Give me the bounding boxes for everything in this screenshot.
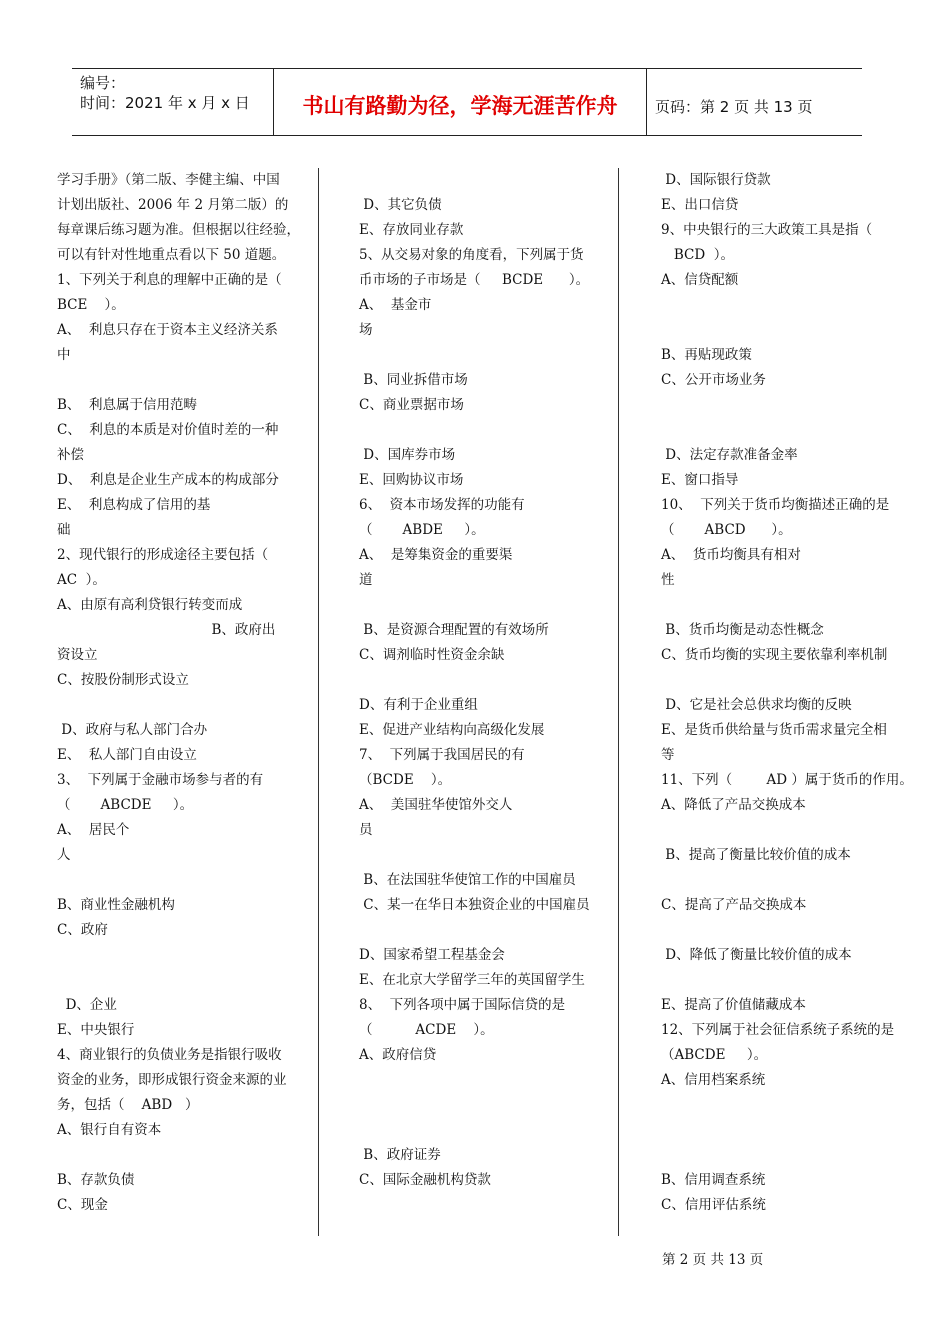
text-line: E、出口信贷 <box>661 197 739 213</box>
text-line: C、公开市场业务 <box>661 372 766 388</box>
text-line: A、政府信贷 <box>359 1047 437 1063</box>
text-line: （ABCDE ）。 <box>661 1047 768 1063</box>
text-line: 学习手册》（第二版、李健主编、中国 <box>57 172 280 188</box>
text-line: 2、现代银行的形成途径主要包括（ <box>57 547 269 563</box>
text-line: 道 <box>359 572 373 588</box>
text-line: E、 利息构成了信用的基 <box>57 497 211 513</box>
text-line: A、降低了产品交换成本 <box>661 797 806 813</box>
text-line: 资设立 <box>57 647 98 663</box>
text-line: 12、下列属于社会征信系统子系统的是 <box>661 1022 895 1038</box>
text-line: 5、从交易对象的角度看，下列属于货 <box>359 247 584 263</box>
text-line: 4、商业银行的负债业务是指银行吸收 <box>57 1047 282 1063</box>
text-line: BCE ）。 <box>57 297 125 313</box>
text-line: B、信用调查系统 <box>661 1172 766 1188</box>
text-line: 务，包括（ ABD ） <box>57 1097 199 1113</box>
text-line: D、政府与私人部门合办 <box>57 722 208 738</box>
text-line: 币市场的子市场是（ BCDE ）。 <box>359 272 590 288</box>
text-line: C、调剂临时性资金余缺 <box>359 647 505 663</box>
text-line: 场 <box>359 322 373 338</box>
text-line: AC ）。 <box>57 572 106 588</box>
text-line: 中 <box>57 347 71 363</box>
text-line: C、信用评估系统 <box>661 1197 766 1213</box>
text-line: 8、 下列各项中属于国际信贷的是 <box>359 997 566 1013</box>
header-bottom-rule <box>72 135 862 136</box>
text-line: D、有利于企业重组 <box>359 697 478 713</box>
text-line: A、 利息只存在于资本主义经济关系 <box>57 322 278 338</box>
column-divider-2 <box>618 168 619 1236</box>
text-line: 7、 下列属于我国居民的有 <box>359 747 525 763</box>
text-line: （ ABCD ）。 <box>661 522 792 538</box>
text-line: D、国际银行贷款 <box>661 172 771 188</box>
text-line: E、中央银行 <box>57 1022 135 1038</box>
text-line: B、是资源合理配置的有效场所 <box>359 622 549 638</box>
text-line: E、 私人部门自由设立 <box>57 747 197 763</box>
header-divider-right <box>646 68 647 136</box>
text-line: 3、 下列属于金融市场参与者的有 <box>57 772 264 788</box>
text-line: A、信贷配额 <box>661 272 739 288</box>
text-line: C、某一在华日本独资企业的中国雇员 <box>359 897 590 913</box>
document-time-label: 时间：2021 年 x 月 x 日 <box>80 94 250 112</box>
text-line: BCD ）。 <box>661 247 735 263</box>
text-line: E、是货币供给量与货币需求量完全相 <box>661 722 887 738</box>
text-line: （ ACDE ）。 <box>359 1022 494 1038</box>
text-line: D、它是社会总供求均衡的反映 <box>661 697 852 713</box>
text-line: 1、下列关于利息的理解中正确的是（ <box>57 272 282 288</box>
text-line: 础 <box>57 522 71 538</box>
text-line: （BCDE ）。 <box>359 772 452 788</box>
text-line: E、提高了价值储藏成本 <box>661 997 806 1013</box>
text-line: C、国际金融机构贷款 <box>359 1172 491 1188</box>
text-line: A、由原有高利贷银行转变而成 <box>57 597 243 613</box>
document-number-label: 编号： <box>80 74 126 92</box>
text-line: A、 居民个 <box>57 822 130 838</box>
text-line: 计划出版社、2006 年 2 月第二版）的 <box>57 197 289 213</box>
text-line: E、存放同业存款 <box>359 222 464 238</box>
text-line: D、降低了衡量比较价值的成本 <box>661 947 852 963</box>
text-line: B、提高了衡量比较价值的成本 <box>661 847 851 863</box>
text-line: 等 <box>661 747 675 763</box>
text-line: B、政府出 <box>57 622 276 638</box>
text-line: A、 美国驻华使馆外交人 <box>359 797 513 813</box>
text-line: C、现金 <box>57 1197 108 1213</box>
text-line: B、再贴现政策 <box>661 347 752 363</box>
text-line: （ ABDE ）。 <box>359 522 485 538</box>
text-line: B、商业性金融机构 <box>57 897 175 913</box>
text-line: B、货币均衡是动态性概念 <box>661 622 824 638</box>
text-line: （ ABCDE ）。 <box>57 797 194 813</box>
text-line: C、提高了产品交换成本 <box>661 897 807 913</box>
text-line: A、 是筹集资金的重要渠 <box>359 547 513 563</box>
text-line: 人 <box>57 847 71 863</box>
text-line: A、银行自有资本 <box>57 1122 162 1138</box>
text-line: B、在法国驻华使馆工作的中国雇员 <box>359 872 576 888</box>
text-line: E、在北京大学留学三年的英国留学生 <box>359 972 585 988</box>
text-line: A、信用档案系统 <box>661 1072 766 1088</box>
text-line: 6、 资本市场发挥的功能有 <box>359 497 525 513</box>
text-line: 补偿 <box>57 447 84 463</box>
text-line: B、存款负债 <box>57 1172 135 1188</box>
text-line: C、按股份制形式设立 <box>57 672 189 688</box>
text-line: E、促进产业结构向高级化发展 <box>359 722 545 738</box>
text-line: 可以有针对性地重点看以下 50 道题。 <box>57 247 286 263</box>
column-divider-1 <box>318 168 319 1236</box>
text-line: B、政府证券 <box>359 1147 441 1163</box>
header-motto: 书山有路勤为径，学海无涯苦作舟 <box>302 94 618 118</box>
text-line: D、企业 <box>57 997 117 1013</box>
text-line: A、 货币均衡具有相对 <box>661 547 801 563</box>
text-line: 员 <box>359 822 373 838</box>
text-line: D、其它负债 <box>359 197 442 213</box>
text-line: E、回购协议市场 <box>359 472 464 488</box>
header-top-rule <box>72 68 862 69</box>
text-line: A、 基金市 <box>359 297 432 313</box>
text-line: 9、中央银行的三大政策工具是指（ <box>661 222 873 238</box>
text-line: C、 利息的本质是对价值时差的一种 <box>57 422 279 438</box>
text-line: D、法定存款准备金率 <box>661 447 798 463</box>
text-line: 每章课后练习题为准。但根据以往经验， <box>57 222 300 238</box>
text-line: D、 利息是企业生产成本的构成部分 <box>57 472 279 488</box>
page-footer: 第 2 页 共 13 页 <box>662 1252 764 1268</box>
text-line: 10、 下列关于货币均衡描述正确的是 <box>661 497 890 513</box>
text-line: B、 利息属于信用范畴 <box>57 397 198 413</box>
text-line: E、窗口指导 <box>661 472 739 488</box>
text-line: C、政府 <box>57 922 108 938</box>
text-line: D、国库券市场 <box>359 447 456 463</box>
text-line: C、商业票据市场 <box>359 397 464 413</box>
text-line: 性 <box>661 572 675 588</box>
text-line: 资金的业务，即形成银行资金来源的业 <box>57 1072 287 1088</box>
text-line: D、国家希望工程基金会 <box>359 947 505 963</box>
text-line: 11、下列（ AD ）属于货币的作用。 <box>661 772 913 788</box>
header-page-label: 页码：第 2 页 共 13 页 <box>655 98 813 116</box>
text-line: C、货币均衡的实现主要依靠利率机制 <box>661 647 888 663</box>
text-line: B、同业拆借市场 <box>359 372 468 388</box>
